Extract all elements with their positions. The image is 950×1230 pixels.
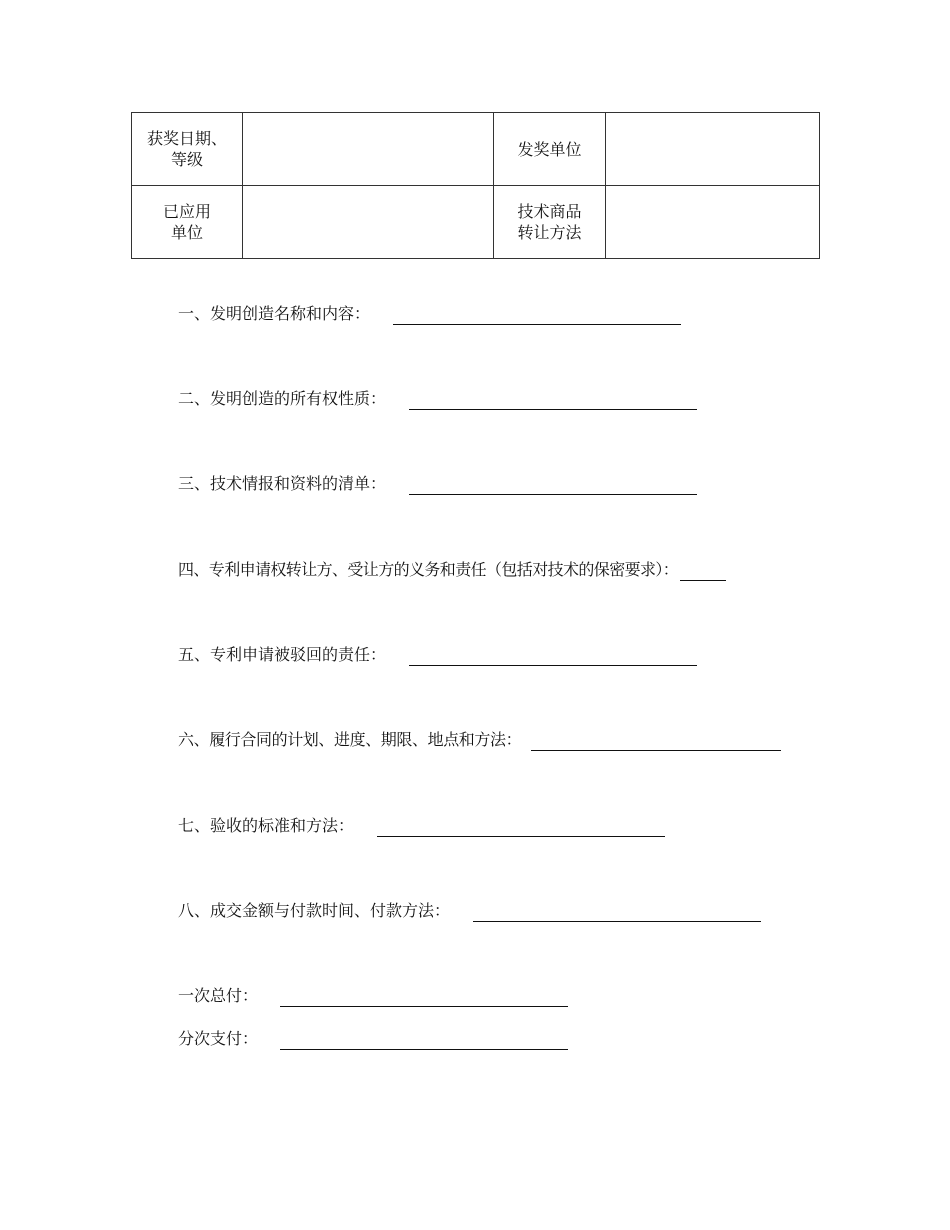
field-installments — [178, 1028, 568, 1050]
table-row — [132, 186, 820, 259]
field-label: 六、履行合同的计划、进度、期限、地点和方法： — [178, 730, 522, 749]
applied-unit-label: 已应用 单位 — [132, 186, 243, 259]
field-label: 一次总付： — [178, 986, 259, 1005]
fill-line[interactable] — [280, 1033, 568, 1050]
field-label: 二、发明创造的所有权性质： — [178, 389, 387, 408]
fill-line[interactable] — [531, 734, 781, 751]
awarding-unit-value[interactable] — [606, 113, 820, 186]
awarding-unit-label: 发奖单位 — [494, 113, 606, 186]
field-label: 七、验收的标准和方法： — [178, 816, 355, 835]
applied-unit-value[interactable] — [243, 186, 494, 259]
field-acceptance-standard — [178, 815, 665, 837]
field-label: 五、专利申请被驳回的责任： — [178, 645, 387, 664]
fill-line[interactable] — [680, 564, 726, 581]
field-label: 分次支付： — [178, 1029, 259, 1048]
fill-line[interactable] — [473, 905, 761, 922]
fill-line[interactable] — [280, 990, 568, 1007]
fill-line[interactable] — [409, 393, 697, 410]
field-ownership — [178, 388, 697, 410]
fill-line[interactable] — [393, 308, 681, 325]
field-performance-plan — [178, 729, 781, 751]
field-lump-sum — [178, 985, 568, 1007]
award-info-table — [131, 112, 820, 259]
transfer-method-value[interactable] — [606, 186, 820, 259]
field-label: 一、发明创造名称和内容： — [178, 304, 371, 323]
field-rejection-liability — [178, 644, 697, 666]
field-invention-name — [178, 303, 681, 325]
fill-line[interactable] — [409, 478, 697, 495]
field-tech-info-list — [178, 473, 697, 495]
field-label: 四、专利申请权转让方、受让方的义务和责任（包括对技术的保密要求）： — [178, 560, 679, 579]
transfer-method-label: 技术商品 转让方法 — [494, 186, 606, 259]
field-label: 三、技术情报和资料的清单： — [178, 474, 387, 493]
fill-line[interactable] — [377, 820, 665, 837]
table-row — [132, 113, 820, 186]
fill-line[interactable] — [409, 649, 697, 666]
field-payment-terms — [178, 900, 761, 922]
award-date-level-label: 获奖日期、 等级 — [132, 113, 243, 186]
field-label: 八、成交金额与付款时间、付款方法： — [178, 901, 451, 920]
award-date-level-value[interactable] — [243, 113, 494, 186]
field-obligations — [178, 559, 726, 581]
